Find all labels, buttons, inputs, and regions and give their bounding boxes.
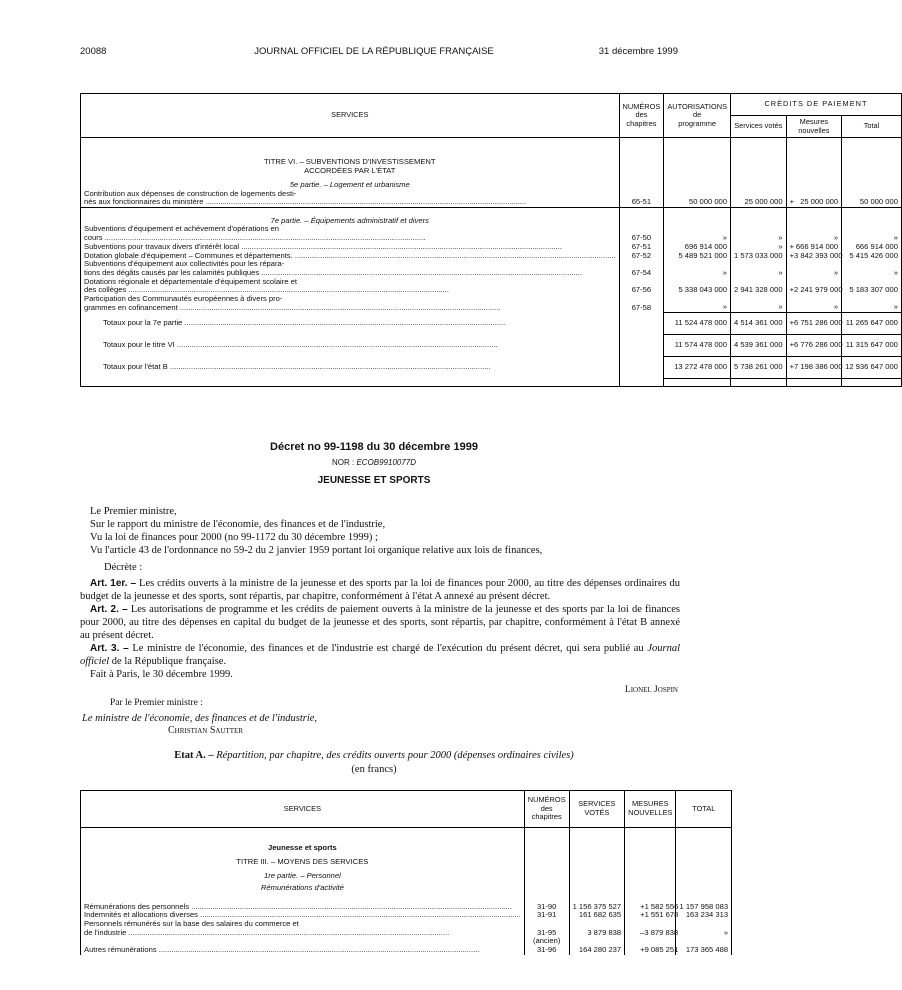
decrete: Décrète :	[104, 562, 143, 573]
totals-label	[81, 357, 620, 379]
total-value: 5 183 307 000	[842, 278, 902, 295]
row-label-line: Subventions pour travaux divers d'intérêt local .....	[84, 243, 616, 252]
votes-value: 3 879 838	[569, 920, 625, 937]
mesures-value: 25 000 000	[800, 197, 839, 207]
sign: –	[640, 927, 645, 937]
titre-vi: TITRE VI. – SUBVENTIONS D'INVESTISSEMENT ACCORDÉES PAR L'ÉTAT	[81, 138, 620, 176]
chapter-number: 67-54	[619, 260, 664, 277]
votes-value: 1 156 375 527	[569, 903, 625, 912]
sign: +	[789, 285, 794, 295]
row-label-line: des collèges .....	[84, 286, 616, 295]
votes-value: »	[731, 260, 787, 277]
col-votes: Services votés	[731, 116, 787, 138]
minister-name: Christian Sautter	[168, 725, 244, 736]
decree-nor: NOR : ECOB9910077D	[331, 458, 417, 467]
col-services: SERVICES	[81, 791, 525, 828]
etat-a-partie: 1re partie. – Personnel	[81, 867, 525, 881]
decree-articles	[80, 577, 680, 681]
total-total: 12 936 647 000	[842, 357, 902, 379]
row-label-line: Subventions d'équipement aux collectivités pour les répara-	[84, 259, 285, 269]
chapter-number: 67-56	[619, 278, 664, 295]
votes-value: 164 280 237	[569, 946, 625, 955]
totals-label-text: Totaux pour l'état B .....	[103, 363, 616, 372]
col-total: Total	[842, 116, 902, 138]
auto-total: 11 524 478 000	[664, 313, 731, 335]
mesures-value: 3 842 393 000	[794, 250, 843, 260]
decree-preamble	[90, 505, 680, 557]
row-label-line: Dotations régionale et départementale d'équipement scolaire et	[84, 276, 297, 286]
mesures-cell	[786, 295, 842, 312]
chapter-number: 67-52	[619, 252, 664, 261]
table-row	[81, 920, 732, 937]
sign: +	[789, 241, 794, 251]
col-numeros: NUMÉROS des chapitres	[619, 94, 664, 138]
decree-title: Décret no 99-1198 du 30 décembre 1999	[270, 441, 478, 453]
sign: +	[640, 901, 645, 911]
chapter-number: 31-95	[524, 920, 569, 937]
mesures-cell	[786, 260, 842, 277]
total-value: »	[842, 225, 902, 242]
chapter-number: 65-51	[619, 190, 664, 208]
row-label-line: de l'industrie .....	[84, 929, 521, 938]
preamble-line: Vu l'article 43 de l'ordonnance no 59-2 du 2 janvier 1959 portant loi organique relative aux lois de finances,	[90, 545, 543, 556]
mesures-cell	[786, 225, 842, 242]
etat-a-subtitle: (en francs)	[351, 764, 397, 775]
autorisations-value: »	[664, 295, 731, 312]
mesures-total: 7 198 386 000	[794, 362, 843, 372]
mesures-value: 2 241 979 000	[794, 285, 843, 295]
row-label	[81, 190, 620, 208]
etat-a-titre: TITRE III. – MOYENS DES SERVICES	[81, 853, 525, 867]
row-label-line: tions des dégâts causés par les calamités publiques .....	[84, 269, 616, 278]
row-label-line: cours .....	[84, 234, 616, 243]
page-date: 31 décembre 1999	[598, 46, 678, 57]
mesures-value: »	[833, 233, 839, 243]
row-label	[81, 295, 620, 312]
sign: +	[789, 362, 794, 372]
article-3: Art. 3. – Le ministre de l'économie, des finances et de l'industrie est chargé de l'exécution du présent décret, qui sera publié au Journal officiel de la République française.	[80, 643, 680, 667]
minister-title: Le ministre de l'économie, des finances et de l'industrie,	[82, 713, 318, 724]
chapter-number: 67-51	[619, 243, 664, 252]
mesures-cell	[625, 920, 679, 937]
page-number: 20088	[80, 46, 107, 57]
etat-a-title: Etat A. – Répartition, par chapitre, des crédits ouverts pour 2000 (dépenses ordinaires civiles)	[174, 750, 574, 761]
total-total: 11 315 647 000	[842, 335, 902, 357]
totals-label-text: Totaux pour la 7e partie .....	[103, 319, 616, 328]
chapter-number: (ancien)	[524, 937, 569, 946]
row-label-line: Contribution aux dépenses de construction de logements desti-	[84, 188, 297, 198]
row-label	[81, 278, 620, 295]
mesures-value: 666 914 000	[795, 241, 839, 251]
row-label	[81, 225, 620, 242]
mesures-cell	[786, 278, 842, 295]
sign: +	[640, 945, 645, 955]
mesures-value: 9 085 251	[644, 945, 679, 955]
mesures-value: 3 879 838	[644, 927, 679, 937]
partie-7: 7e partie. – Équipements administratif et divers	[81, 207, 620, 225]
autorisations-value: 5 338 043 000	[664, 278, 731, 295]
row-label-line: nés aux fonctionnaires du ministère .....	[84, 198, 616, 207]
auto-total: 13 272 478 000	[664, 357, 731, 379]
total-total: 11 265 647 000	[842, 313, 902, 335]
total-value: »	[842, 260, 902, 277]
col-total: TOTAL	[676, 791, 732, 828]
row-label-line: Indemnités et allocations diverses .....	[84, 911, 521, 920]
votes-value: »	[731, 225, 787, 242]
preamble-line: Vu la loi de finances pour 2000 (no 99-1172 du 30 décembre 1999) ;	[90, 532, 378, 543]
autorisations-value: »	[664, 260, 731, 277]
row-label-line: Subventions d'équipement et achèvement d'opérations en	[84, 224, 279, 234]
total-value: 1 157 958 083	[676, 903, 732, 912]
mesures-total: 6 776 286 000	[794, 340, 843, 350]
col-mesures: Mesures nouvelles	[786, 116, 842, 138]
autorisations-value: 5 489 521 000	[664, 252, 731, 261]
total-value: 163 234 313	[676, 911, 732, 920]
totals-label	[81, 313, 620, 335]
total-value: 50 000 000	[842, 190, 902, 208]
col-mesures: MESURES NOUVELLES	[625, 791, 676, 828]
votes-total: 5 738 261 000	[731, 357, 787, 379]
mesures-cell	[786, 252, 842, 261]
article-2: Art. 2. – Les autorisations de programme et les crédits de paiement ouverts à la ministre de la jeunesse et des sports par la loi de finances pour 2000, au titre des dépenses en capital du budget de la jeunesse et des sports, sont répartis, par chapitre, conformément à l'état B annexé au présent décret.	[80, 604, 681, 641]
autorisations-value: »	[664, 225, 731, 242]
sign: +	[640, 910, 645, 920]
article-1: Art. 1er. – Les crédits ouverts à la ministre de la jeunesse et des sports par la loi de finances pour 2000, au titre des dépenses ordinaires du budget de la jeunesse et des sports, sont répartis, par chapitre, conformément à l'état A annexé au présent décret.	[80, 578, 680, 602]
votes-value: 25 000 000	[731, 190, 787, 208]
autorisations-value: 696 914 000	[664, 243, 731, 252]
chapter-number: 31-96	[524, 946, 569, 955]
row-label-line: Autres rémunérations .....	[84, 946, 521, 955]
totals-label-text: Totaux pour le titre VI .....	[103, 341, 616, 350]
chapter-number: 31-91	[524, 911, 569, 920]
par-premier-ministre: Par le Premier ministre :	[110, 698, 203, 708]
table-row	[81, 260, 902, 277]
journal-title: JOURNAL OFFICIEL DE LA RÉPUBLIQUE FRANÇAISE	[254, 46, 494, 57]
votes-total: 4 539 361 000	[731, 335, 787, 357]
votes-value: »	[731, 243, 787, 252]
votes-value: 2 941 328 000	[731, 278, 787, 295]
mesures-value: 1 551 678	[644, 910, 679, 920]
totals-label	[81, 335, 620, 357]
col-numeros: NUMÉROS des chapitres	[524, 791, 569, 828]
totals-row	[81, 313, 902, 335]
chapter-number: 67-50	[619, 225, 664, 242]
etat-a-subpartie: Rémunérations d'activité	[81, 881, 525, 893]
table-row	[81, 225, 902, 242]
table-row	[81, 190, 902, 208]
mesures-cell	[625, 910, 679, 920]
sign: +	[789, 318, 794, 328]
votes-value: 1 573 033 000	[731, 252, 787, 261]
row-label-line: Personnels rémunérés sur la base des salaires du commerce et	[84, 918, 299, 928]
empty-cell	[619, 335, 664, 357]
table-row	[81, 295, 902, 312]
votes-total: 4 514 361 000	[731, 313, 787, 335]
chapter-number: 31-90	[524, 903, 569, 912]
mesures-value: 1 582 556	[644, 901, 679, 911]
sign: +	[789, 340, 794, 350]
votes-value: »	[731, 295, 787, 312]
row-label-line: Dotation globale d'équipement – Communes et départements. .....	[84, 252, 616, 261]
totals-row	[81, 357, 902, 379]
total-value: 666 914 000	[842, 243, 902, 252]
mesures-cell	[786, 313, 842, 335]
mesures-total: 6 751 286 000	[794, 318, 843, 328]
totals-row	[81, 335, 902, 357]
auto-total: 11 574 478 000	[664, 335, 731, 357]
sign: +	[789, 250, 794, 260]
done-at: Fait à Paris, le 30 décembre 1999.	[90, 669, 233, 680]
mesures-value: »	[833, 268, 839, 278]
row-label	[81, 920, 525, 937]
mesures-cell	[786, 190, 842, 208]
sign: +	[789, 197, 794, 207]
row-label-line: Participation des Communautés européennes à divers pro-	[84, 294, 283, 304]
chapter-number: 67-58	[619, 295, 664, 312]
preamble-line: Sur le rapport du ministre de l'économie, des finances et de l'industrie,	[90, 519, 386, 530]
mesures-cell	[625, 945, 679, 955]
row-label	[81, 946, 525, 955]
mesures-cell	[786, 335, 842, 357]
decree-section: JEUNESSE ET SPORTS	[317, 475, 431, 486]
empty-cell	[619, 313, 664, 335]
table-row	[81, 278, 902, 295]
empty-cell	[619, 357, 664, 379]
total-value: 173 365 488	[676, 946, 732, 955]
preamble-line: Le Premier ministre,	[90, 506, 177, 517]
mesures-value: »	[833, 302, 839, 312]
row-label	[81, 260, 620, 277]
etat-a-heading: Jeunesse et sports	[81, 828, 525, 853]
row-label-line: grammes en cofinancement .....	[84, 304, 616, 313]
col-credits: CRÉDITS DE PAIEMENT	[731, 94, 902, 116]
table-row	[81, 946, 732, 955]
mesures-cell	[786, 357, 842, 379]
autorisations-value: 50 000 000	[664, 190, 731, 208]
col-autorisations: AUTORISATIONS de programme	[664, 94, 731, 138]
signatory: Lionel Jospin	[624, 685, 678, 695]
total-value: »	[676, 920, 732, 937]
col-services: SERVICES	[81, 94, 620, 138]
total-value: 5 415 426 000	[842, 252, 902, 261]
col-votes: SERVICES VOTÉS	[569, 791, 625, 828]
etat-b-table	[80, 93, 902, 387]
row-label-line: Rémunérations des personnels .....	[84, 903, 521, 912]
total-value: »	[842, 295, 902, 312]
partie-5: 5e partie. – Logement et urbanisme	[81, 176, 620, 190]
etat-a-table	[80, 790, 732, 955]
votes-value: 161 682 635	[569, 911, 625, 920]
